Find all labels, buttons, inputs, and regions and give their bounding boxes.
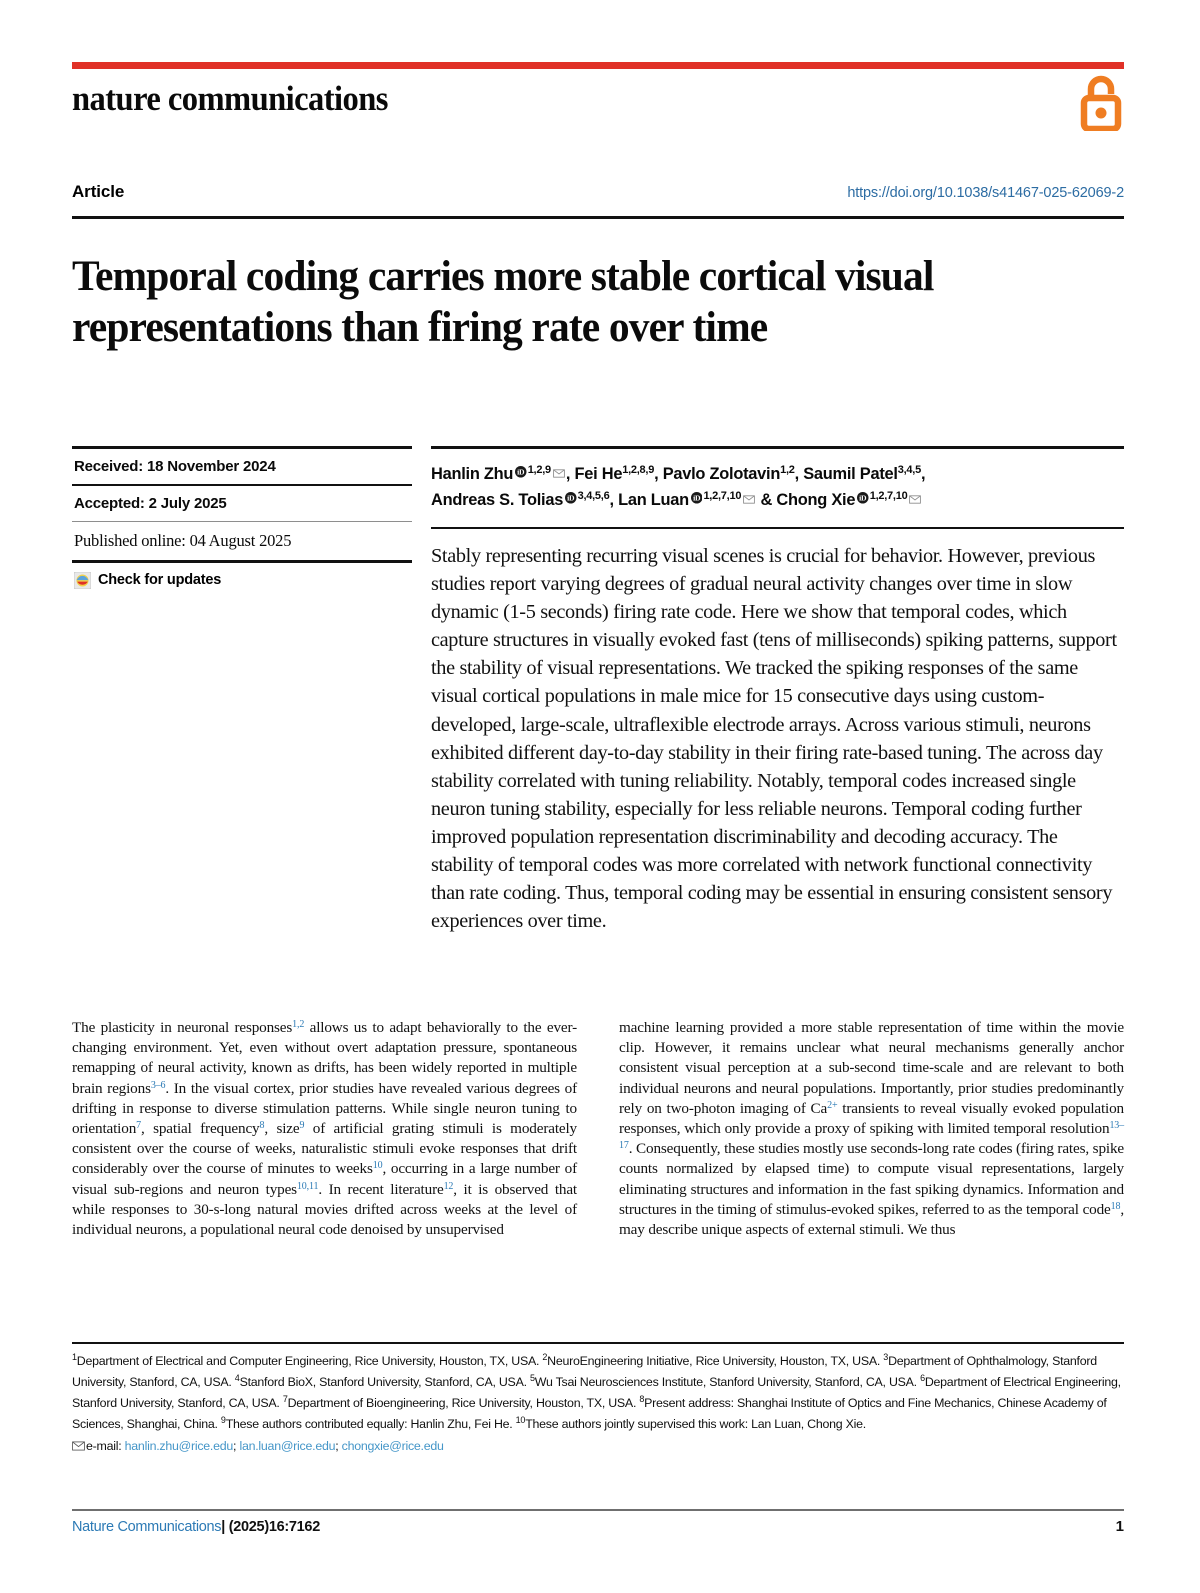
footer-citation bbox=[72, 1519, 320, 1535]
top-red-rule bbox=[72, 62, 1124, 69]
page-number: 1 bbox=[1115, 1518, 1124, 1535]
footer-citation-text: | (2025)16:7162 bbox=[221, 1519, 320, 1535]
authors-abstract-column bbox=[431, 446, 1124, 935]
masthead bbox=[72, 62, 1124, 141]
email-line bbox=[72, 1436, 1126, 1457]
orcid-icon[interactable] bbox=[691, 492, 703, 504]
footer-journal-name[interactable]: Nature Communications bbox=[72, 1519, 222, 1535]
published-date: Published online: 04 August 2025 bbox=[74, 531, 292, 551]
abstract-text: Stably representing recurring visual scenes is crucial for behavior. However, previous studies report varying degrees of gradual neural activity changes over time in slow dynamic (1-5 seconds) firing rate code. Here we show that temporal codes, which capture structures in visually evoked fast (tens of milliseconds) spiking patterns, support the stability of visual representations. We tracked the spiking responses of the same visual cortical populations in male mice for 15 consecutive days using custom-developed, large-scale, ultraflexible electrode arrays. Across various stimuli, neurons exhibited different day-to-day stability in their firing rate-based tuning. The across day stability correlated with tuning reliability. Notably, temporal codes increased single neuron tuning stability, especially for less reliable neurons. Temporal coding further improved population representation discriminability and decoding accuracy. The stability of temporal codes was more correlated with network functional connectivity than rate coding. Thus, temporal coding may be essential in ensuring consistent sensory experiences over time. bbox=[431, 545, 1117, 933]
author-list bbox=[431, 449, 1124, 513]
email-label: e-mail: bbox=[86, 1439, 122, 1453]
affiliations-divider bbox=[72, 1342, 1124, 1344]
doi-link[interactable]: https://doi.org/10.1038/s41467-025-62069-2 bbox=[847, 185, 1124, 201]
page-footer bbox=[72, 1518, 1124, 1535]
accepted-date: Accepted: 2 July 2025 bbox=[74, 495, 227, 512]
article-type-label: Article bbox=[72, 182, 125, 201]
orcid-icon[interactable] bbox=[857, 492, 869, 504]
affiliations-text: $^1$Department of Electrical and Computer Engineering, Rice University, Houston, TX, USA. $^2$NeuroEngineering Initiative, Rice University, Houston, TX, USA. $^3$Department of Ophthalmology, Stanford University, Stanford, CA, USA. $^4$Stanford BioX, Stanford University, Stanford, CA, USA. $^5$Wu Tsai Neurosciences Institute, Stanford University, Stanford, CA, USA. $^6$Department of Electrical Engineering, Stanford University, Stanford, CA, USA. $^7$Department of Bioengineering, Rice University, Houston, TX, USA. $^8$Present address: Shanghai Institute of Optics and Fine Mechanics, Chinese Academy of Sciences, Shanghai, China. $^9$These authors contributed equally: Hanlin Zhu, Fei He. $^{10}$These authors jointly supervised this work: Lan Luan, Chong Xie. bbox=[72, 1352, 1121, 1431]
email-link[interactable]: lan.luan@rice.edu bbox=[239, 1439, 336, 1453]
envelope-icon[interactable] bbox=[553, 469, 565, 478]
footer-divider bbox=[72, 1509, 1124, 1511]
affiliations-block bbox=[72, 1351, 1126, 1457]
orcid-icon[interactable] bbox=[515, 466, 527, 478]
email-links[interactable]: hanlin.zhu@rice.edu; lan.luan@rice.edu; chongxie@rice.edu bbox=[124, 1439, 444, 1453]
envelope-icon[interactable] bbox=[743, 495, 755, 504]
svg-text:iD: iD bbox=[859, 493, 867, 503]
crossmark-icon bbox=[74, 572, 91, 589]
svg-text:iD: iD bbox=[567, 493, 575, 503]
svg-text:iD: iD bbox=[517, 467, 525, 477]
body-columns bbox=[72, 1018, 1124, 1240]
received-date: Received: 18 November 2024 bbox=[74, 457, 276, 475]
envelope-icon[interactable] bbox=[909, 495, 921, 504]
envelope-icon bbox=[72, 1441, 85, 1451]
body-column-right: machine learning provided a more stable representation of time within the movie clip. However, it remains unclear what neural mechanisms generally anchor consistent visual perception at a sub-second time-scale and are relevant to both individual neurons and neural populations. Importantly, prior studies predominantly rely on two-photon imaging of $Ca^{2+}$ transients to reveal visually evoked population responses, which only provide a proxy of spiking with limited temporal resolution$^{13-17}$. Consequently, these studies mostly use seconds-long rate codes (firing rates, spike counts normalized by elapsed time) to compute visual representations, largely eliminating structures and information in the fast spiking dynamics. Information and structures in the timing of stimulus-evoked spikes, referred to as the temporal code$^{18}$, may describe unique aspects of external stimuli. We thus bbox=[619, 1019, 1125, 1239]
journal-row bbox=[72, 69, 1124, 141]
publication-metadata bbox=[72, 446, 412, 589]
svg-text:iD: iD bbox=[693, 493, 701, 503]
orcid-icon[interactable] bbox=[565, 492, 577, 504]
body-column-left: The plasticity in neuronal responses$^{1,2}$ allows us to adapt behaviorally to the ever-changing environment. Yet, even without overt adaptation pressure, spontaneous remapping of neural activity, known as drifts, has been widely reported in multiple brain regions$^{3-6}$. In the visual cortex, prior studies have revealed various degrees of drifting in response to diverse stimulation patterns. While single neuron tuning to orientation$^7$, spatial frequency$^8$, size$^9$ of artificial grating stimuli is moderately consistent over the course of weeks, naturalistic stimuli evoke responses that drift considerably over the course of minutes to weeks$^{10}$, occurring in a large number of visual sub-regions and neuron types$^{10,11}$. In recent literature$^{12}$, it is observed that while responses to 30-s-long natural movies drifted across weeks at the level of individual neurons, a populational neural code denoised by unsupervised bbox=[72, 1019, 578, 1239]
check-for-updates-label: Check for updates bbox=[98, 572, 222, 589]
article-doi-row bbox=[72, 182, 1124, 202]
email-link[interactable]: chongxie@rice.edu bbox=[341, 1439, 444, 1453]
journal-logo-text: nature communications bbox=[72, 79, 388, 118]
open-access-icon bbox=[1078, 73, 1124, 131]
check-for-updates-button[interactable] bbox=[72, 563, 412, 589]
author-line-2: Andreas S. Tolias iD $^{3,4,5,6}$, Lan Luan iD $^{1,2,7,10}$ & Chong Xie iD $^{1,2,7,10}$ bbox=[431, 487, 1124, 513]
page-title: Temporal coding carries more stable cortical visual representations than firing rate over time bbox=[72, 252, 934, 351]
author-line-1: Hanlin Zhu iD $^{1,2,9}$ , Fei He$^{1,2,8,9}$, Pavlo Zolotavin$^{1,2}$, Saumil Patel$^{3,4,5}$, bbox=[431, 463, 926, 483]
title-divider bbox=[72, 216, 1124, 219]
email-link[interactable]: hanlin.zhu@rice.edu bbox=[124, 1439, 234, 1453]
